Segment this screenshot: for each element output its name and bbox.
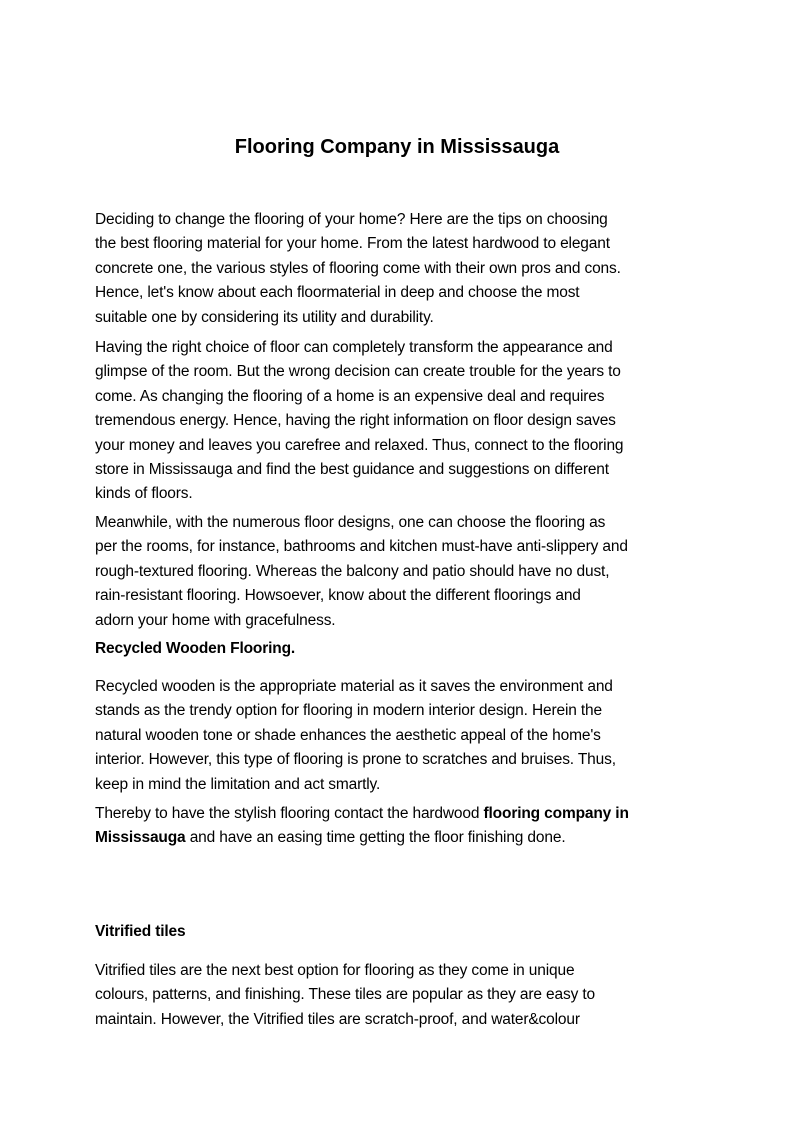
text-line: interior. However, this type of flooring is prone to scratches and bruises. Thus, bbox=[95, 751, 616, 769]
recycled-wooden-heading: Recycled Wooden Flooring. bbox=[95, 640, 296, 657]
page-title: Flooring Company in Mississauga bbox=[234, 136, 560, 158]
vitrified-tiles-paragraph bbox=[95, 959, 707, 1032]
text-line: maintain. However, the Vitrified tiles are scratch-proof, and water&colour bbox=[95, 1010, 580, 1028]
text-line: suitable one by considering its utility and durability. bbox=[95, 308, 434, 326]
intro-paragraph bbox=[95, 208, 707, 330]
text-line: Vitrified tiles are the next best option for flooring as they come in unique bbox=[95, 962, 575, 979]
vitrified-tiles-heading: Vitrified tiles bbox=[95, 923, 186, 940]
text-line: Deciding to change the flooring of your home? Here are the tips on choosing bbox=[95, 211, 608, 228]
text-line bbox=[95, 826, 707, 850]
mississauga-keyword: Mississauga bbox=[95, 829, 186, 847]
text-line: your money and leaves you carefree and relaxed. Thus, connect to the flooring bbox=[95, 436, 624, 454]
floor-designs-paragraph bbox=[95, 511, 707, 633]
text-line: store in Mississauga and find the best guidance and suggestions on different bbox=[95, 461, 609, 479]
text-line: adorn your home with gracefulness. bbox=[95, 611, 336, 629]
cta-text: and have an easing time getting the floor finishing done. bbox=[185, 829, 566, 847]
text-line: Having the right choice of floor can completely transform the appearance and bbox=[95, 339, 613, 356]
flooring-company-paragraph bbox=[95, 802, 707, 851]
text-line: natural wooden tone or shade enhances the aesthetic appeal of the home's bbox=[95, 726, 601, 744]
flooring-company-keyword: flooring company in bbox=[483, 805, 629, 822]
text-line: Hence, let's know about each floormaterial in deep and choose the most bbox=[95, 284, 580, 302]
recycled-wooden-paragraph bbox=[95, 675, 707, 797]
text-line: rain-resistant flooring. Howsoever, know about the different floorings and bbox=[95, 587, 581, 605]
text-line: stands as the trendy option for flooring in modern interior design. Herein the bbox=[95, 702, 602, 720]
text-line: glimpse of the room. But the wrong decision can create trouble for the years to bbox=[95, 363, 621, 381]
text-line bbox=[95, 802, 707, 826]
text-line: keep in mind the limitation and act smartly. bbox=[95, 775, 381, 793]
text-line: tremendous energy. Hence, having the right information on floor design saves bbox=[95, 412, 616, 430]
text-line: per the rooms, for instance, bathrooms and kitchen must-have anti-slippery and bbox=[95, 538, 628, 556]
text-line: Meanwhile, with the numerous floor designs, one can choose the flooring as bbox=[95, 514, 606, 531]
text-line: the best flooring material for your home. From the latest hardwood to elegant bbox=[95, 235, 610, 253]
floor-choice-paragraph bbox=[95, 336, 707, 507]
text-line: colours, patterns, and finishing. These tiles are popular as they are easy to bbox=[95, 986, 595, 1004]
text-line: come. As changing the flooring of a home is an expensive deal and requires bbox=[95, 387, 605, 405]
cta-text: Thereby to have the stylish flooring contact the hardwood bbox=[95, 805, 484, 822]
text-line: Recycled wooden is the appropriate material as it saves the environment and bbox=[95, 678, 613, 695]
text-line: rough-textured flooring. Whereas the balcony and patio should have no dust, bbox=[95, 562, 610, 580]
text-line: kinds of floors. bbox=[95, 485, 193, 503]
text-line: concrete one, the various styles of flooring come with their own pros and cons. bbox=[95, 259, 621, 277]
